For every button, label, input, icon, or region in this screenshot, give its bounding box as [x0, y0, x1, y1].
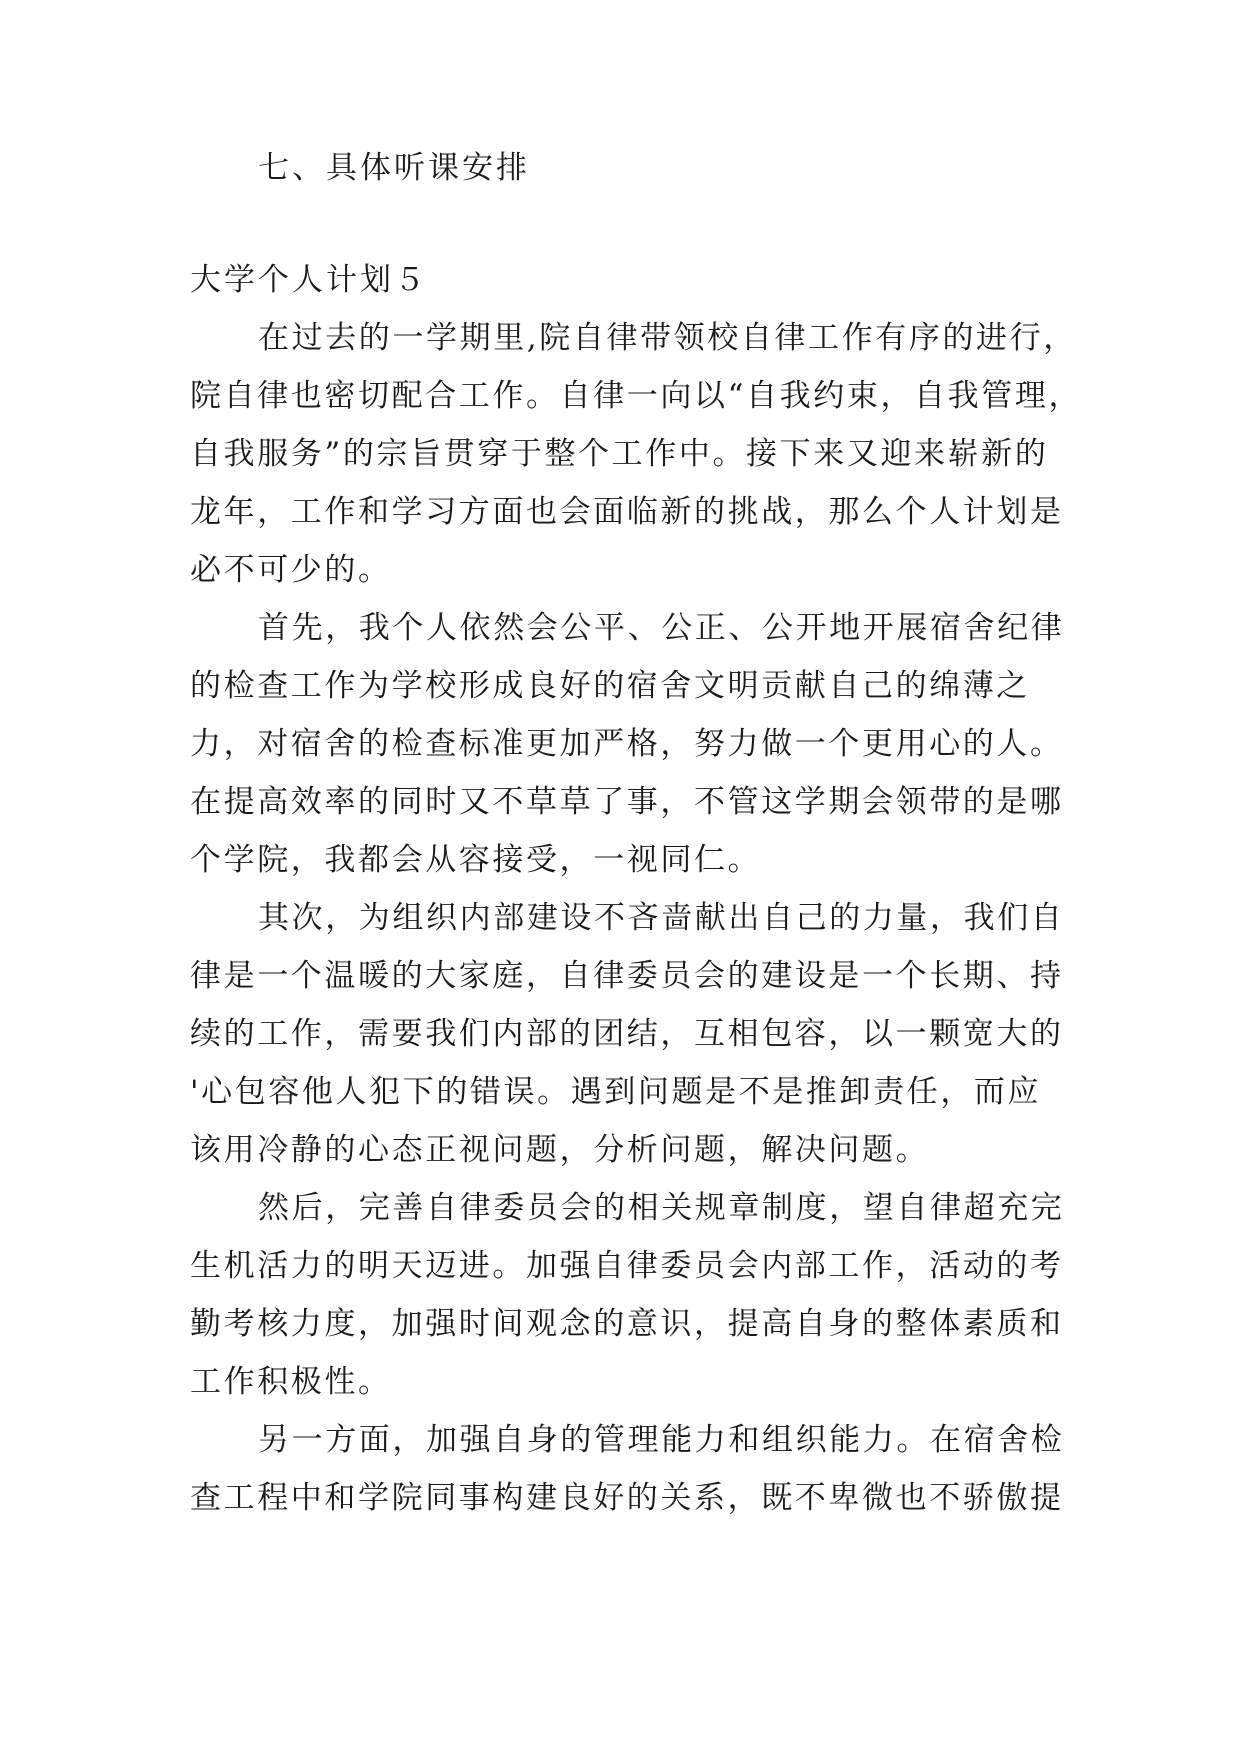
paragraph-line: 然后，完善自律委员会的相关规章制度，望自律超充完: [258, 1190, 1065, 1226]
paragraph-line: 力，对宿舍的检查标准更加严格，努力做一个更用心的人。: [190, 726, 1064, 762]
paragraph-line: 生机活力的明天迈进。加强自律委员会内部工作，活动的考: [190, 1248, 1064, 1284]
paragraph-line: 个学院，我都会从容接受，一视同仁。: [190, 842, 762, 878]
paragraph-line: 自我服务”的宗旨贯穿于整个工作中。接下来又迎来崭新的: [190, 436, 1049, 472]
paragraph-line: 的检查工作为学校形成良好的宿舍文明贡献自己的绵薄之: [190, 668, 1030, 704]
paragraph-line: 首先，我个人依然会公平、公正、公开地开展宿舍纪律: [258, 610, 1065, 646]
paragraph-line: 工作积极性。: [190, 1364, 392, 1400]
paragraph-line: 其次，为组织内部建设不吝啬献出自己的力量，我们自: [258, 900, 1065, 936]
paragraph-line: 续的工作，需要我们内部的团结，互相包容，以一颗宽大的: [190, 1016, 1064, 1052]
paragraph-line: 勤考核力度，加强时间观念的意识，提高自身的整体素质和: [190, 1306, 1064, 1342]
paragraph-line: 院自律也密切配合工作。自律一向以“自我约束，自我管理，: [190, 378, 1083, 414]
section-title: 大学个人计划５: [190, 262, 428, 298]
paragraph-line: 该用冷静的心态正视问题，分析问题，解决问题。: [190, 1132, 930, 1168]
paragraph-line: 律是一个温暖的大家庭，自律委员会的建设是一个长期、持: [190, 958, 1064, 994]
paragraph-line: 另一方面，加强自身的管理能力和组织能力。在宿舍检: [258, 1422, 1065, 1458]
section-heading-seven: 七、具体听课安排: [258, 150, 530, 186]
paragraph-line: 在提高效率的同时又不草草了事，不管这学期会领带的是哪: [190, 784, 1064, 820]
paragraph-line: 必不可少的。: [190, 552, 392, 588]
paragraph-line: 在过去的一学期里,院自律带领校自律工作有序的进行，: [258, 320, 1077, 356]
paragraph-line: '心包容他人犯下的错误。遇到问题是不是推卸责任，而应: [190, 1074, 1042, 1110]
paragraph-line: 查工程中和学院同事构建良好的关系，既不卑微也不骄傲提: [190, 1480, 1064, 1516]
paragraph-line: 龙年，工作和学习方面也会面临新的挑战，那么个人计划是: [190, 494, 1064, 530]
